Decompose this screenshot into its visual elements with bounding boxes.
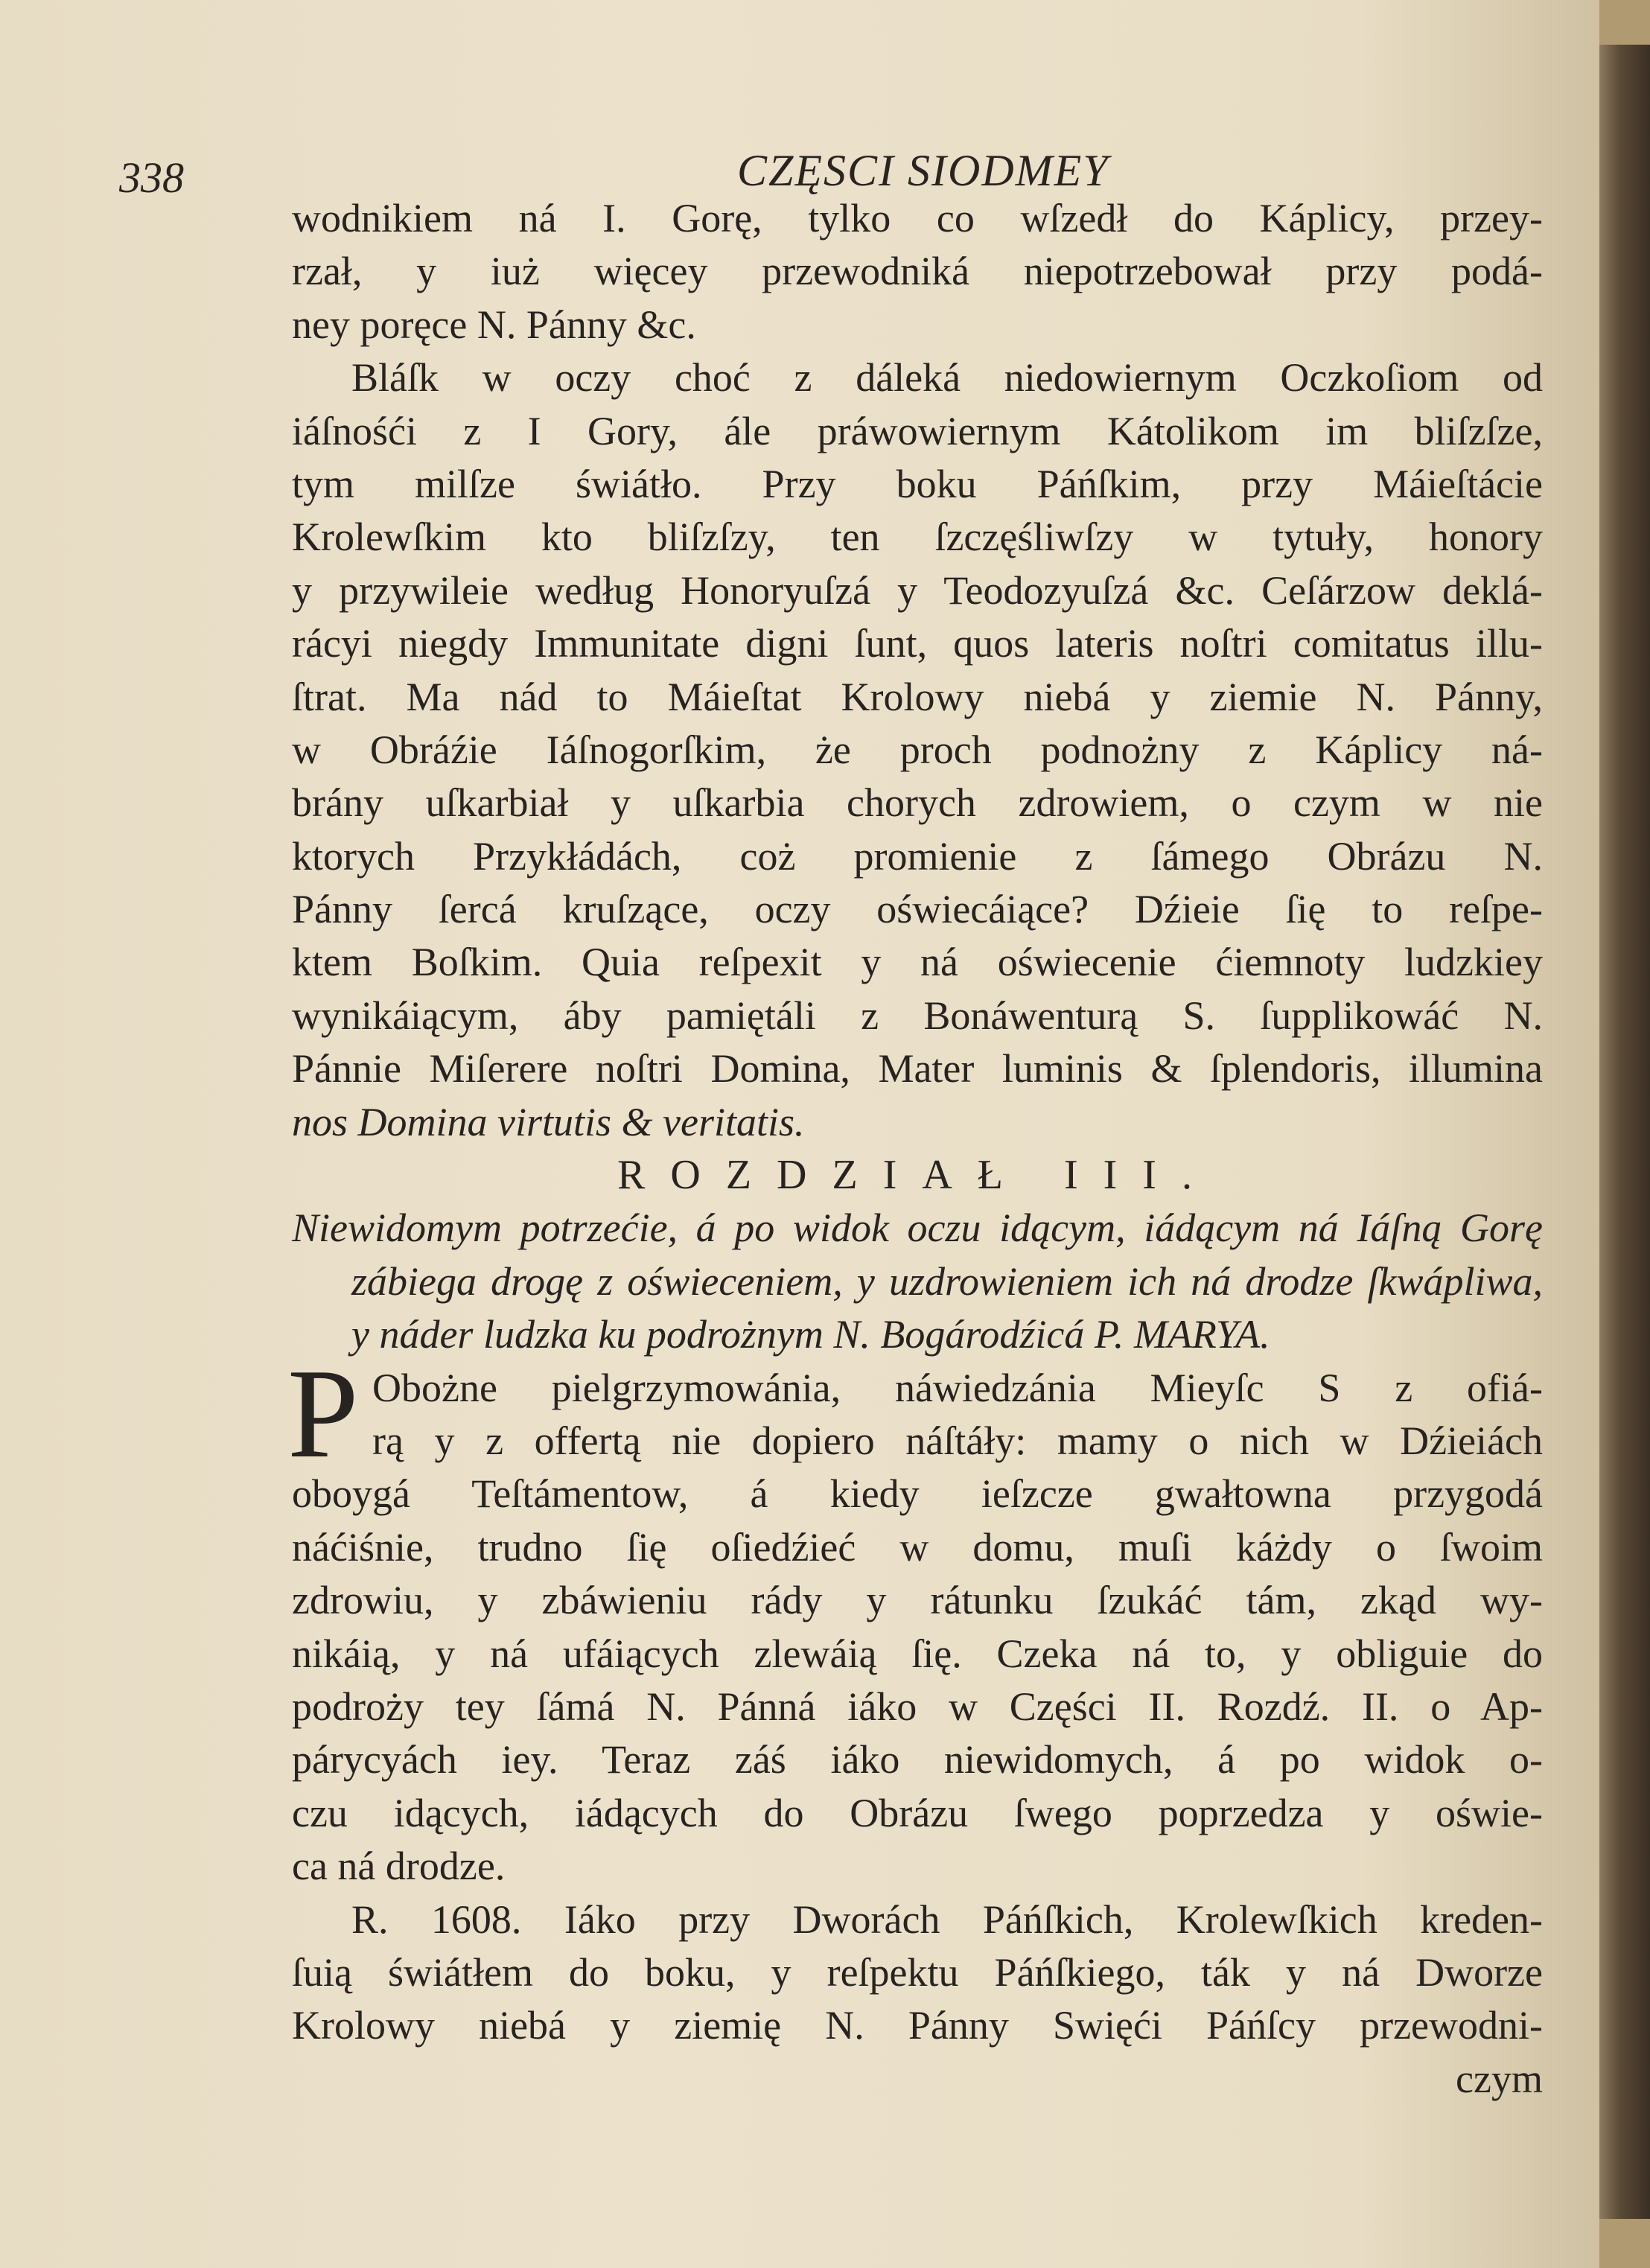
catchword: czym bbox=[1456, 2056, 1543, 2101]
text-line: náćiśnie, trudno ſię oſiedźieć w domu, muſi káżdy o ſwoim bbox=[292, 1524, 1543, 1570]
binding-thread bbox=[1599, 0, 1650, 45]
text-line: y przywileie według Honoryuſzá y Teodozyuſzá &c. Ceſárzow deklá- bbox=[292, 567, 1543, 613]
text-line: oboygá Teſtámentow, á kiedy ieſzcze gwałtowna przygodá bbox=[292, 1471, 1543, 1517]
page-body bbox=[287, 192, 1543, 2106]
text-line: brány uſkarbiał y uſkarbia chorych zdrowiem, o czym w nie bbox=[292, 780, 1543, 826]
drop-cap-paragraph bbox=[287, 1342, 1543, 1893]
chapter-heading: ROZDZIAŁ III. bbox=[617, 1152, 1217, 1199]
text-line: wynikáiącym, áby pamiętáli z Bonáwenturą S. ſupplikowáć N. bbox=[292, 993, 1543, 1038]
text-line: ktorych Przykłádách, coż promienie z ſámego Obrázu N. bbox=[292, 833, 1543, 879]
text-line: ca ná drodze. bbox=[292, 1844, 506, 1889]
text-line: iáſnośći z I Gory, ále práwowiernym Kátolikom im bliſzſze, bbox=[292, 408, 1543, 453]
text-line: w Obráźie Iáſnogorſkim, że proch podnożny z Káplicy ná- bbox=[292, 727, 1543, 772]
page-number: 338 bbox=[119, 153, 184, 202]
running-title: CZĘSCI SIODMEY bbox=[737, 146, 1109, 195]
text-line: ſuią świátłem do boku, y reſpektu Páńſkiego, ták y ná Dworze bbox=[292, 1949, 1543, 1995]
text-line: párycyách iey. Teraz záś iáko niewidomych, á po widok o- bbox=[292, 1737, 1543, 1783]
summary-line: Niewidomym potrzećie, á po widok oczu idącym, iádącym ná Iáſną Gorę bbox=[292, 1205, 1543, 1251]
text-line: ſtrat. Ma nád to Máieſtat Krolowy niebá y ziemie N. Pánny, bbox=[292, 674, 1543, 719]
text-line: R. 1608. Iáko przy Dworách Páńſkich, Krolewſkich kreden- bbox=[351, 1896, 1543, 1942]
drop-cap: P bbox=[287, 1342, 359, 1485]
text-line: Obożne pielgrzymowánia, náwiedzánia Mieyſc S z ofiá- bbox=[372, 1365, 1543, 1410]
summary-line: zábiega drogę z oświeceniem, y uzdrowieniem ich ná drodze ſkwápliwa, bbox=[351, 1258, 1543, 1304]
text-line: rácyi niegdy Immunitate digni ſunt, quos lateris noſtri comitatus illu- bbox=[292, 621, 1543, 666]
text-line: rzał, y iuż więcey przewodniká niepotrzebował przy podá- bbox=[292, 249, 1543, 294]
text-line: tym milſze świátło. Przy boku Páńſkim, przy Máieſtácie bbox=[292, 461, 1543, 506]
text-line: Krolewſkim kto bliſzſzy, ten ſzczęśliwſzy w tytuły, honory bbox=[292, 515, 1543, 560]
text-line: rą y z offertą nie dopiero náſtáły: mamy o nich w Dźieiách bbox=[372, 1418, 1543, 1463]
text-line: Bláſk w oczy choć z dáleká niedowiernym Oczkoſiom od bbox=[351, 355, 1543, 401]
text-line: ney poręce N. Pánny &c. bbox=[292, 302, 696, 347]
binding-thread bbox=[1599, 2219, 1650, 2268]
text-line: czu idących, iádących do Obrázu ſwego poprzedza y oświe- bbox=[292, 1790, 1543, 1835]
summary-line: y náder ludzka ku podrożnym N. Bogárodźicá P. MARYA. bbox=[351, 1312, 1270, 1357]
text-line: Pánnie Miſerere noſtri Domina, Mater luminis & ſplendoris, illumina bbox=[292, 1046, 1543, 1092]
text-line: Pánny ſercá kruſzące, oczy oświecáiące? Dźieie ſię to reſpe- bbox=[292, 887, 1543, 932]
text-line: nikáią, y ná ufáiących zlewáią ſię. Czeka ná to, y obliguie do bbox=[292, 1631, 1543, 1676]
text-line: zdrowiu, y zbáwieniu rády y rátunku ſzukáć tám, zkąd wy- bbox=[292, 1578, 1543, 1623]
text-line: Krolowy niebá y ziemię N. Pánny Swięći Páńſcy przewodni- bbox=[292, 2003, 1543, 2048]
text-line: wodnikiem ná I. Gorę, tylko co wſzedł do Káplicy, przey- bbox=[292, 196, 1543, 241]
text-line: ktem Boſkim. Quia reſpexit y ná oświecenie ćiemnoty ludzkiey bbox=[292, 940, 1543, 985]
book-binding-edge bbox=[1599, 0, 1650, 2268]
text-line: podroży tey ſámá N. Pánná iáko w Części II. Rozdź. II. o Ap- bbox=[292, 1684, 1543, 1729]
text-line: nos Domina virtutis & veritatis. bbox=[292, 1099, 805, 1144]
